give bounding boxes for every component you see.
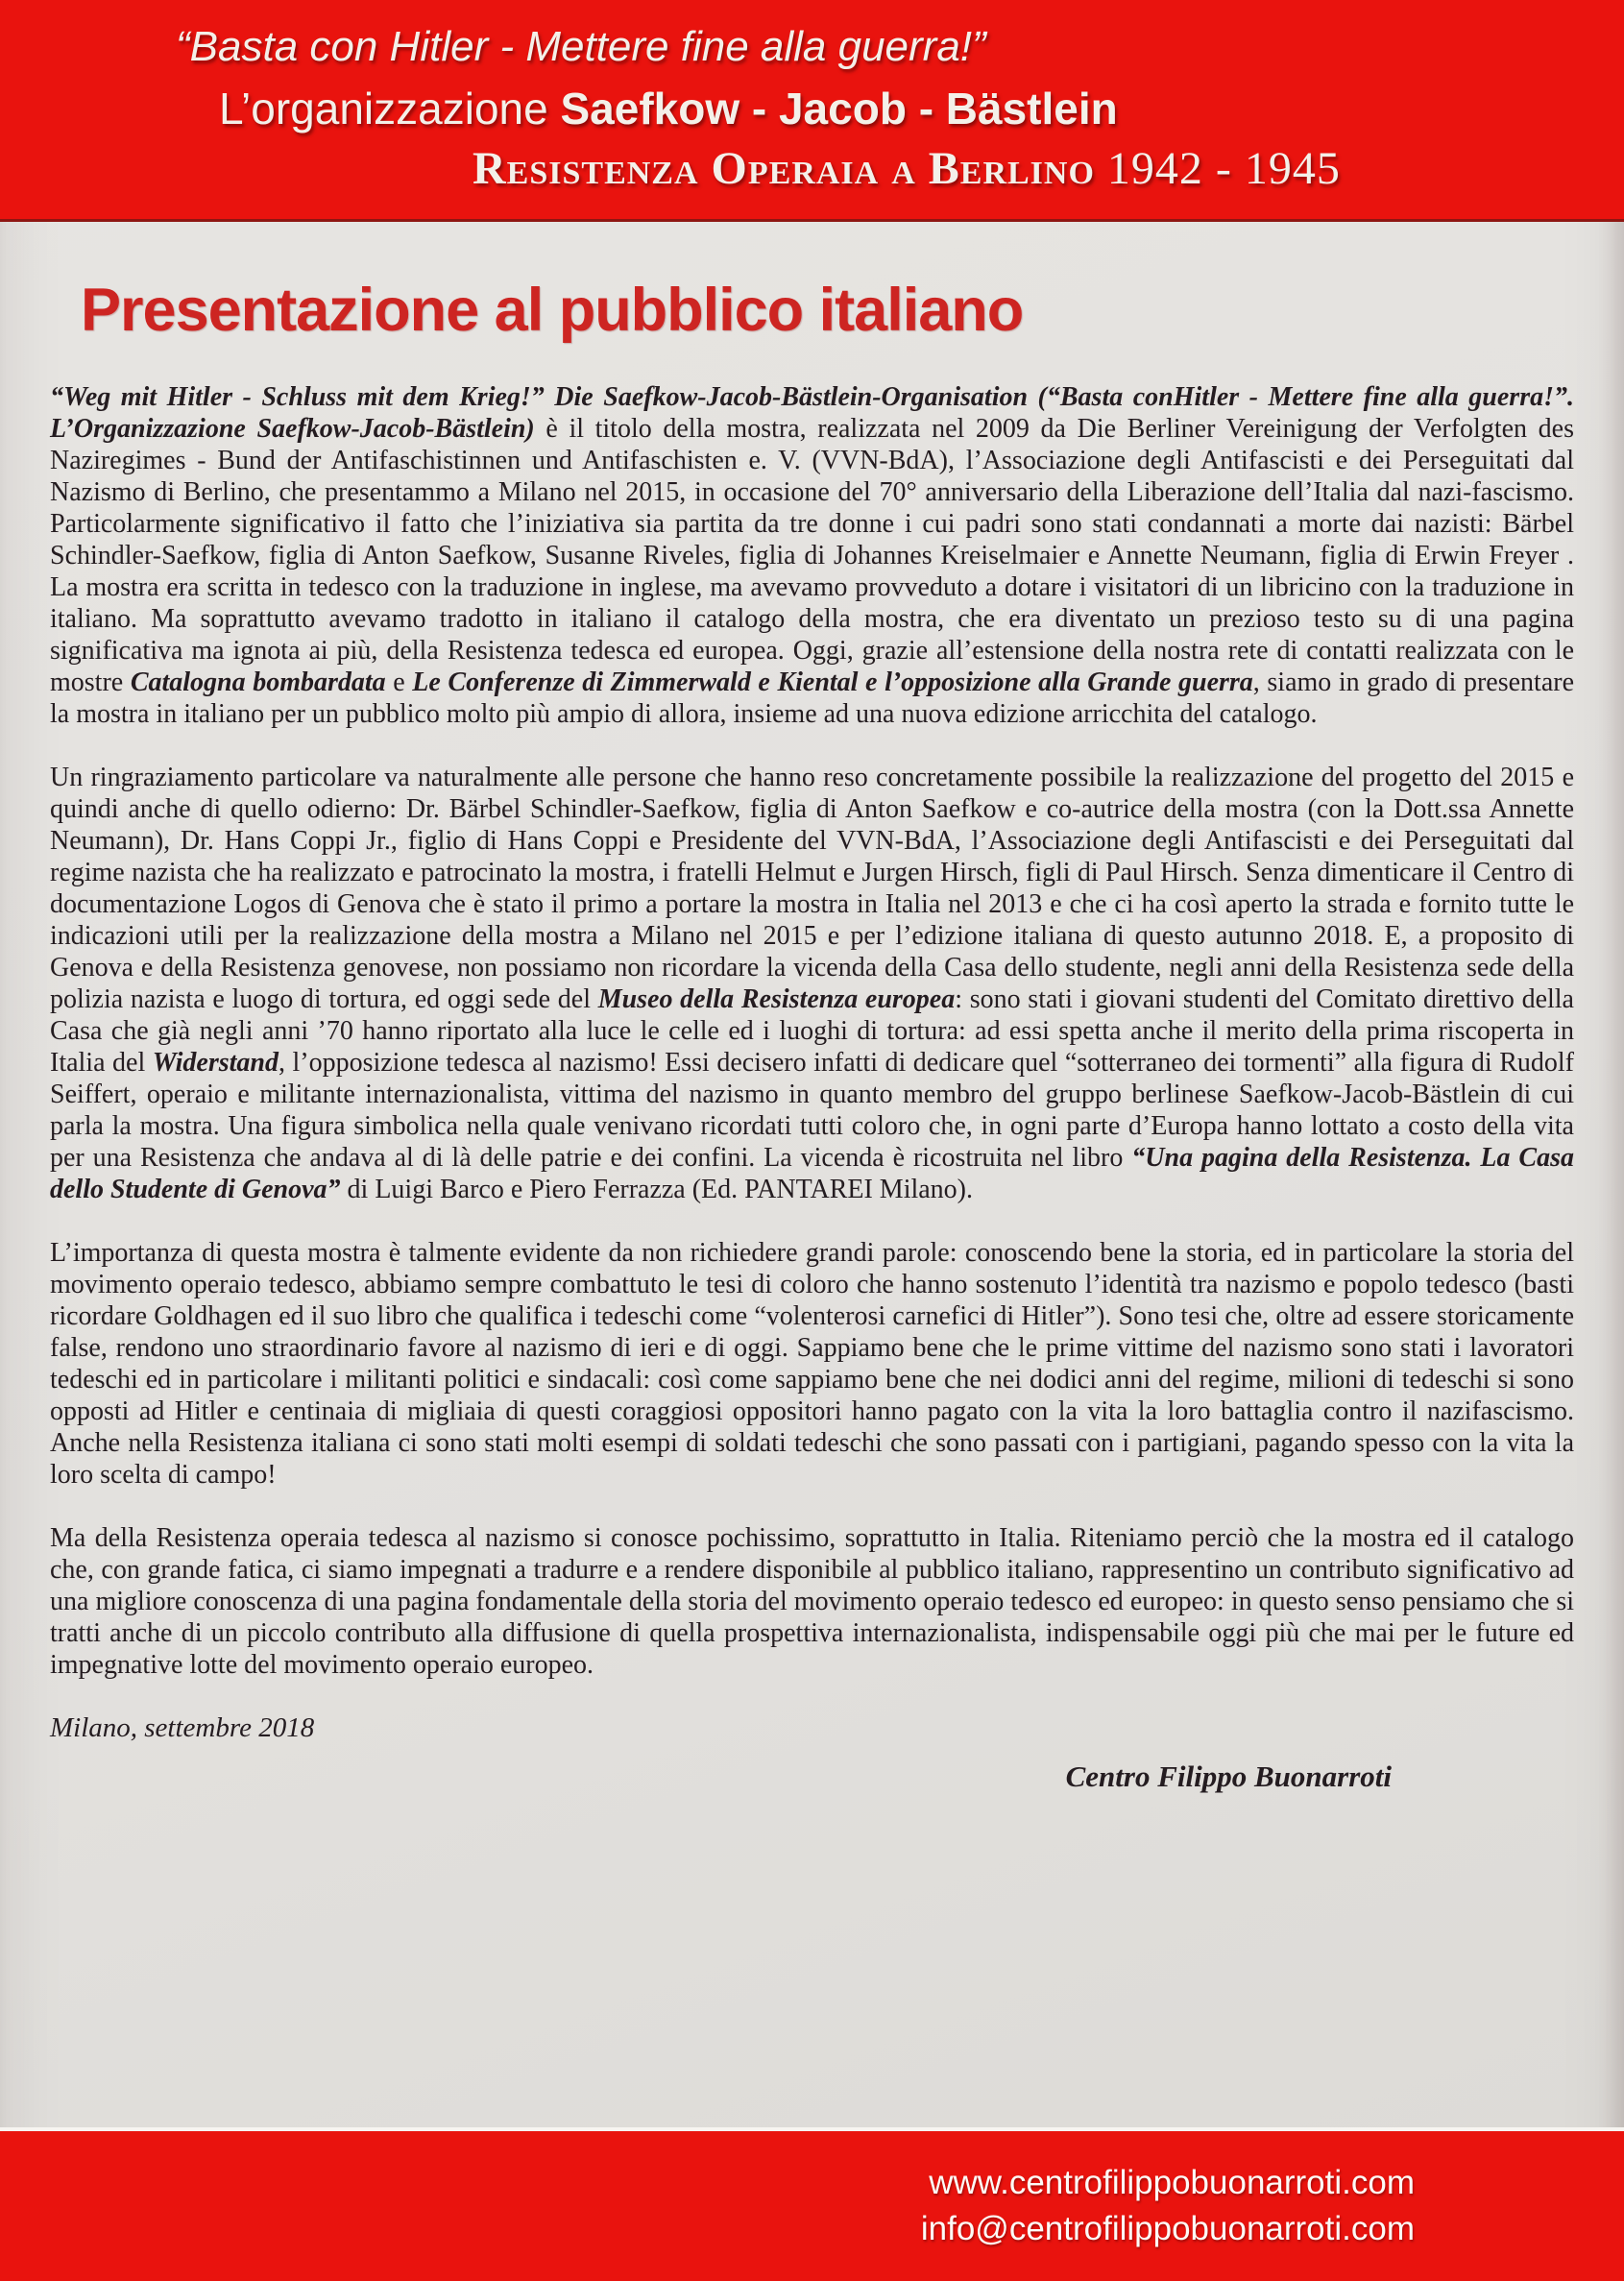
- body-text-run: Un ringraziamento particolare va naturalmente alle persone che hanno reso concretamente possibile la realizzazione del progetto del 2015 e quindi anche di quello odierno: Dr. Bärbel Schindler-Saefkow, figlia di Anton Saefkow e co-autrice della mostra (con la Dott.ssa Annette Neumann), Dr. Hans Coppi Jr., figlio di Hans Coppi e Presidente del VVN-BdA, l’Associazione degli Antifascisti e dei Perseguitati dal regime nazista che ha realizzato e patrocinato la mostra, i fratelli Helmut e Jurgen Hirsch, figli di Paul Hirsch. Senza dimenticare il Centro di documentazione Logos di Genova che è stato il primo a portare la mostra in Italia nel 2013 e che ci ha così aperto la strada e fornito tutte le indicazioni utili per la realizzazione della mostra a Milano nel 2015 e per l’edizione italiana di questo autunno 2018. E, a proposito di Genova e della Resistenza genovese, non possiamo non ricordare la vicenda della Casa dello studente, negli anni della Resistenza sede della polizia nazista e luogo di tortura, ed oggi sede del: [50, 763, 1574, 1014]
- body-paragraph: [50, 762, 1574, 1205]
- footer-red-band: [0, 2127, 1624, 2281]
- emphasized-text: Le Conferenze di Zimmerwald e Kiental e l’opposizione alla Grande guerra: [412, 667, 1253, 697]
- footer-email: info@centrofilippobuonarroti.com: [920, 2210, 1415, 2247]
- page-title: Presentazione al pubblico italiano: [81, 277, 1024, 344]
- header-organization-prefix: L’organizzazione: [219, 84, 561, 133]
- emphasized-text: Museo della Resistenza europea: [597, 984, 956, 1014]
- body-text-run: è il titolo della mostra, realizzata nel 2009 da Die Berliner Vereinigung der Verfolgten des Naziregimes - Bund der Antifaschistinnen und Antifaschisten e. V. (VVN-BdA), l’Associazione degli Antifascisti e dei Perseguitati dal Nazismo di Berlino, che presentammo a Milano nel 2015, in occasione del 70° anniversario della Liberazione dell’Italia dal nazi-fascismo. Particolarmente significativo il fatto che l’iniziativa sia partita da tre donne i cui padri sono stati condannati a morte dai nazisti: Bärbel Schindler-Saefkow, figlia di Anton Saefkow, Susanne Riveles, figlia di Johannes Kreiselmaier e Annette Neumann, figlia di Erwin Freyer . La mostra era scritta in tedesco con la traduzione in inglese, ma avevamo provveduto a dotare i visitatori di un libricino con la traduzione in italiano. Ma soprattutto avevamo tradotto in italiano il catalogo della mostra, che era diventato un prezioso testo su di una pagina significativa ma ignota ai più, della Resistenza tedesca ed europea. Oggi, grazie all’estensione della nostra rete di contatti realizzata con le mostre: [50, 414, 1574, 697]
- header-organization-line: [219, 83, 1118, 134]
- emphasized-text: Catalogna bombardata: [130, 667, 386, 697]
- emphasized-text: Widerstand: [152, 1048, 279, 1078]
- body-paragraphs: [50, 381, 1574, 1681]
- body-paragraph: [50, 381, 1574, 730]
- header-exhibit-years: 1942 - 1945: [1106, 143, 1341, 194]
- body-paragraph: [50, 1237, 1574, 1491]
- emphasized-text: “Una pagina della Resistenza. La Casa dello Studente di Genova”: [50, 1143, 1574, 1204]
- header-exhibit-line: [473, 142, 1341, 195]
- signature: Centro Filippo Buonarroti: [1065, 1759, 1392, 1793]
- header-organization-name: Saefkow - Jacob - Bästlein: [560, 84, 1118, 133]
- document-body: [0, 222, 1624, 2127]
- body-text-run: di Luigi Barco e Piero Ferrazza (Ed. PANTAREI Milano).: [340, 1175, 973, 1204]
- dateline: Milano, settembre 2018: [50, 1712, 315, 1743]
- body-paragraph: [50, 1522, 1574, 1681]
- body-text-run: , siamo in grado di presentare la mostra in italiano per un pubblico molto più ampio di allora, insieme ad una nuova edizione arricchita del catalogo.: [50, 667, 1574, 729]
- header-slogan: “Basta con Hitler - Mettere fine alla guerra!”: [176, 23, 986, 70]
- footer-website: www.centrofilippobuonarroti.com: [929, 2164, 1415, 2201]
- header-exhibit-title: Resistenza Operaia a Berlino: [473, 143, 1107, 194]
- body-text-run: L’importanza di questa mostra è talmente evidente da non richiedere grandi parole: conoscendo bene la storia, ed in particolare la storia del movimento operaio tedesco, abbiamo sempre combattuto le tesi di coloro che hanno sostenuto l’identità tra nazismo e popolo tedesco (basti ricordare Goldhagen ed il suo libro che qualifica i tedeschi come “volenterosi carnefici di Hitler”). Sono tesi che, oltre ad essere storicamente false, rendono uno straordinario favore al nazismo di ieri e di oggi. Sappiamo bene che le prime vittime del nazismo sono stati i lavoratori tedeschi ed in particolare i militanti politici e sindacali: così come sappiamo bene che nei dodici anni del regime, milioni di tedeschi si sono opposti ad Hitler e centinaia di migliaia di questi coraggiosi oppositori hanno pagato con la vita la loro battaglia contro il nazifascismo. Anche nella Resistenza italiana ci sono stati molti esempi di soldati tedeschi che sono passati con i partigiani, pagando spesso con la vita la loro scelta di campo!: [50, 1238, 1574, 1490]
- body-text-run: e: [385, 667, 413, 697]
- emphasized-text: “Weg mit Hitler - Schluss mit dem Krieg!” Die Saefkow-Jacob-Bästlein-Organisation (“Basta conHitler - Mettere fine alla guerra!”. L’Organizzazione Saefkow-Jacob-Bästlein): [50, 382, 1574, 444]
- body-text-run: Ma della Resistenza operaia tedesca al nazismo si conosce pochissimo, soprattutto in Italia. Riteniamo perciò che la mostra ed il catalogo che, con grande fatica, ci siamo impegnati a tradurre e a rendere disponibile al pubblico italiano, rappresentino un contributo significativo ad una migliore conoscenza di una pagina fondamentale della storia del movimento operaio tedesco ed europeo: in questo senso pensiamo che si tratti anche di un piccolo contributo alla diffusione di quella prospettiva internazionalista, indispensabile oggi più che mai per le future ed impegnative lotte del movimento operaio europeo.: [50, 1523, 1574, 1680]
- body-text-run: , l’opposizione tedesca al nazismo! Essi decisero infatti di dedicare quel “sotterraneo dei tormenti” alla figura di Rudolf Seiffert, operaio e militante internazionalista, vittima del nazismo in quanto membro del gruppo berlinese Saefkow-Jacob-Bästlein di cui parla la mostra. Una figura simbolica nella quale venivano ricordati tutti coloro che, in ogni parte d’Europa hanno lottato a costo della vita per una Resistenza che andava al di là delle patrie e dei confini. La vicenda è ricostruita nel libro: [50, 1048, 1574, 1173]
- header-red-band: [0, 0, 1624, 222]
- body-text-run: : sono stati i giovani studenti del Comitato direttivo della Casa che già negli anni ’70 hanno riportato alla luce le celle ed i luoghi di tortura: ad essi spetta anche il merito della prima riscoperta in Italia del: [50, 984, 1574, 1078]
